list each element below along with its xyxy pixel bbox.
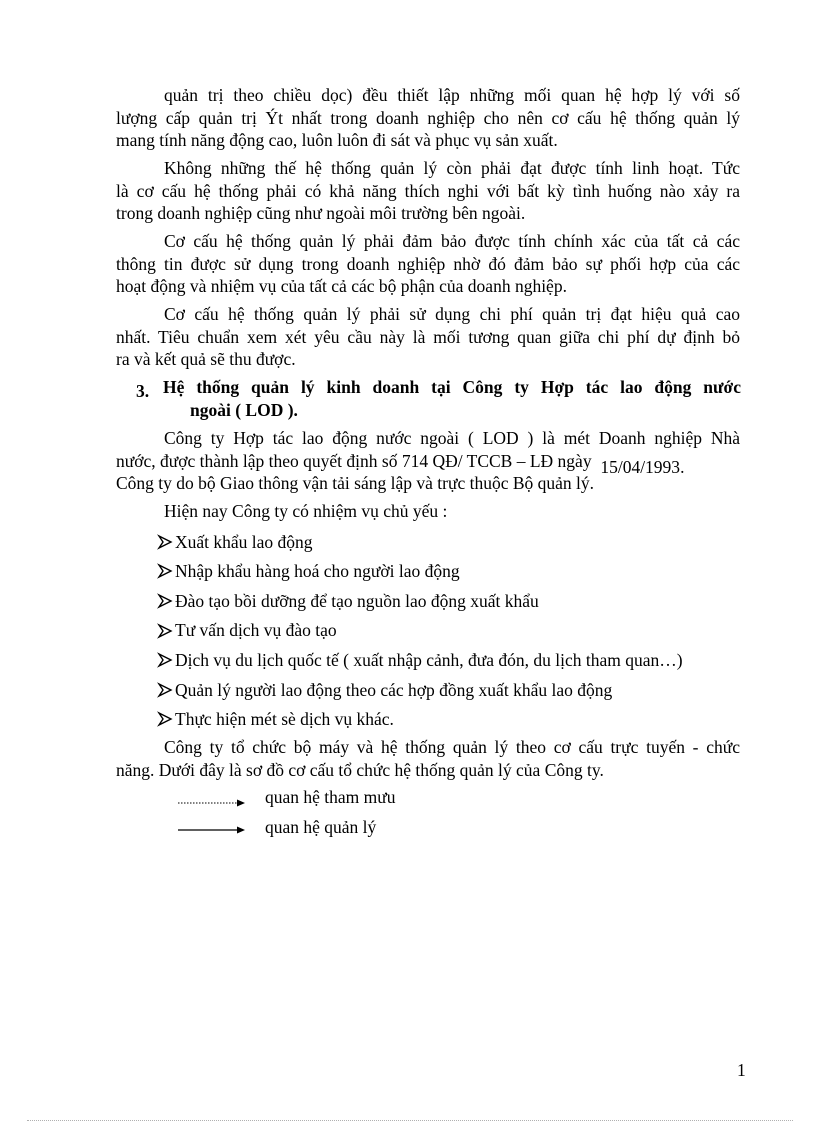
- text-line: trong doanh nghiệp cũng như ngoài môi trường bên ngoài.: [116, 203, 526, 223]
- arrow-bullet-icon: [157, 590, 174, 612]
- text-line: Hiện nay Công ty có nhiệm vụ chủ yếu :: [164, 501, 448, 521]
- list-item: [157, 705, 757, 735]
- task-label: Quản lý người lao động theo các hợp đồng xuất khẩu lao động: [175, 679, 613, 700]
- legend-management-label: quan hệ quản lý: [265, 817, 377, 837]
- list-item: [157, 675, 757, 705]
- founding-date-value: 15/04/1993: [600, 456, 681, 477]
- list-item: [157, 616, 757, 646]
- solid-arrow-icon: [176, 816, 248, 840]
- founding-date-suffix: .: [680, 456, 685, 477]
- list-item: [157, 645, 757, 675]
- arrow-bullet-icon: [157, 560, 174, 582]
- task-label: Tư vấn dịch vụ đào tạo: [175, 620, 337, 641]
- task-label: Đào tạo bồi dưỡng để tạo nguồn lao động xuất khẩu: [175, 590, 539, 611]
- arrow-bullet-icon: [157, 679, 174, 701]
- task-list: [157, 527, 757, 734]
- paragraph-management-hierarchy: [116, 84, 740, 152]
- text-line: mang tính năng động cao, luôn luôn đi sát và phục vụ sản xuất.: [116, 130, 558, 150]
- text-line: là cơ cấu hệ thống phải có khả năng thích nghi với bất kỳ tình huống nào xảy ra: [116, 180, 740, 201]
- paragraph-accuracy: [116, 230, 740, 298]
- task-label: Dịch vụ du lịch quốc tế ( xuất nhập cảnh, đưa đón, du lịch tham quan…): [175, 649, 683, 670]
- page-number: 1: [737, 1060, 746, 1080]
- task-label: Nhập khẩu hàng hoá cho người lao động: [175, 561, 460, 582]
- paragraph-flexibility: [116, 157, 740, 225]
- legend-advisory: [176, 786, 476, 810]
- legend-advisory-label: quan hệ tham mưu: [265, 787, 396, 807]
- heading-line: ngoài ( LOD ).: [190, 399, 298, 420]
- text-line: ra và kết quả sẽ thu được.: [116, 349, 296, 369]
- text-line: nhất. Tiêu chuẩn xem xét yêu cầu này là mối tương quan giữa chi phí dự định bỏ: [116, 326, 740, 347]
- section-number: 3.: [136, 381, 150, 401]
- text-line: Công ty Hợp tác lao động nước ngoài ( LOD ) là mét Doanh nghiệp Nhà: [164, 428, 740, 448]
- tasks-intro: [164, 500, 744, 523]
- paragraph-cost-efficiency: [116, 303, 740, 371]
- arrow-bullet-icon: [157, 531, 174, 553]
- task-label: Thực hiện mét sè dịch vụ khác.: [175, 709, 394, 730]
- section-heading: [136, 376, 741, 421]
- text-line: Cơ cấu hệ thống quản lý phải sử dụng chi phí quản trị đạt hiệu quả cao: [164, 304, 740, 324]
- text-line: Cơ cấu hệ thống quản lý phải đảm bảo được tính chính xác của tất cả các: [164, 231, 740, 251]
- legend-management: [176, 816, 476, 840]
- text-line: quản trị theo chiều dọc) đều thiết lập những mối quan hệ hợp lý với số: [164, 85, 740, 105]
- list-item: [157, 527, 757, 557]
- founding-date: [596, 457, 684, 477]
- text-line: thông tin được sử dụng trong doanh nghiệp nhờ đó đảm bảo sự phối hợp của các: [116, 253, 740, 274]
- task-label: Xuất khẩu lao động: [175, 531, 313, 552]
- text-line: [116, 450, 740, 477]
- page-bottom-divider: [27, 1120, 793, 1121]
- paragraph-org-structure: [116, 736, 740, 781]
- text-line: năng. Dưới đây là sơ đồ cơ cấu tổ chức hệ thống quản lý của Công ty.: [116, 759, 604, 780]
- text-line: Công ty tổ chức bộ máy và hệ thống quản lý theo cơ cấu trực tuyến - chức: [164, 737, 740, 757]
- text-line: Công ty do bộ Giao thông vận tải sáng lập và trực thuộc Bộ quản lý.: [116, 473, 595, 493]
- text-line: Không những thế hệ thống quản lý còn phải đạt được tính linh hoạt. Tức: [164, 158, 740, 178]
- heading-line: Hệ thống quản lý kinh doanh tại Công ty Hợp tác lao động nước: [163, 377, 741, 397]
- list-item: [157, 586, 757, 616]
- arrow-bullet-icon: [157, 649, 174, 671]
- paragraph-company-intro: [116, 427, 740, 495]
- arrow-bullet-icon: [157, 708, 174, 730]
- list-item: [157, 557, 757, 587]
- text-line: lượng cấp quản trị Ýt nhất trong doanh nghiệp cho nên cơ cấu hệ thống quản lý: [116, 107, 740, 128]
- dotted-arrow-icon: [176, 786, 248, 810]
- text-line: hoạt động và nhiệm vụ của tất cả các bộ phận của doanh nghiệp.: [116, 276, 567, 296]
- decision-text: nước, được thành lập theo quyết định số 714 QĐ/ TCCB – LĐ ngày: [116, 450, 592, 471]
- arrow-bullet-icon: [157, 620, 174, 642]
